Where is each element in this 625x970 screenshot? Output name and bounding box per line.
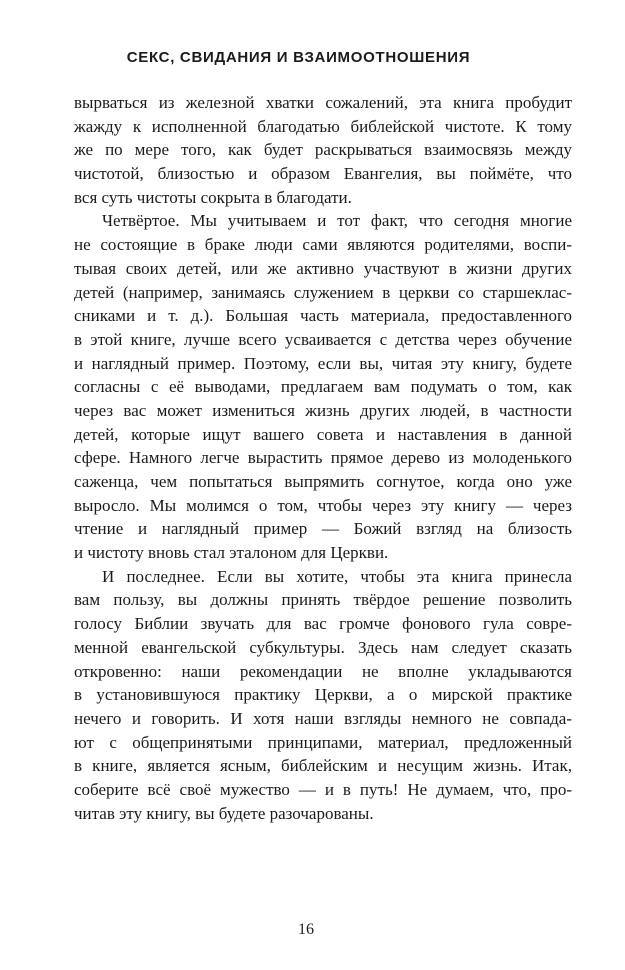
text-line: в установившуюся практику Церкви, а о мирской практике [74, 685, 572, 705]
text-line: И последнее. Если вы хотите, чтобы эта книга принесла [102, 566, 572, 586]
text-line: через вас может измениться жизнь других людей, в частности [74, 400, 572, 420]
running-header: СЕКС, СВИДАНИЯ И ВЗАИМООТНОШЕНИЯ [126, 49, 471, 66]
text-line: соберите всё своё мужество — и в путь! Не думаем, что, про- [74, 779, 572, 799]
text-line: вся суть чистоты сокрыта в благодати. [74, 187, 352, 207]
text-line: чтение и наглядный пример — Божий взгляд на близость [74, 519, 572, 539]
text-line: выросло. Мы молимся о том, чтобы через эту книгу — через [74, 495, 572, 515]
text-line: читав эту книгу, вы будете разочарованы. [74, 803, 374, 823]
text-line: голосу Библии звучать для вас громче фонового гула совре- [74, 614, 572, 634]
paragraph-last [74, 565, 572, 826]
text-line: тывая своих детей, или же активно участвуют в жизни других [74, 258, 572, 278]
paragraph-fourth [74, 209, 572, 564]
text-line: в этой книге, лучше всего усваивается с детства через обучение [74, 329, 572, 349]
text-line: вам пользу, вы должны принять твёрдое решение позволить [74, 590, 572, 610]
text-line: детей, которые ищут вашего совета и наставления в данной [74, 424, 572, 444]
page-number: 16 [298, 921, 314, 938]
text-line: ют с общепринятыми принципами, материал, предложенный [74, 732, 572, 752]
text-line: не состоящие в браке люди сами являются родителями, воспи- [74, 235, 572, 255]
text-line: нечего и говорить. И хотя наши взгляды немного не совпада- [74, 708, 572, 728]
text-line: сфере. Намного легче вырастить прямое дерево из молоденького [74, 448, 572, 468]
text-line: и чистоту вновь стал эталоном для Церкви. [74, 543, 389, 563]
text-line: откровенно: наши рекомендации не вполне укладываются [74, 661, 572, 681]
text-line: в книге, является ясным, библейским и несущим жизнь. Итак, [74, 756, 572, 776]
text-line: менной евангельской субкультуры. Здесь нам следует сказать [74, 637, 572, 657]
text-line: детей (например, занимаясь служением в церкви со старшеклас- [74, 282, 572, 302]
text-line: Четвёртое. Мы учитываем и тот факт, что сегодня многие [102, 211, 572, 231]
text-line: и наглядный пример. Поэтому, если вы, читая эту книгу, будете [74, 353, 572, 373]
text-line: сниками и т. д.). Большая часть материала, предоставленного [74, 306, 572, 326]
text-line: саженца, чем попытаться выпрямить согнутое, когда оно уже [74, 472, 572, 491]
text-line: вырваться из железной хватки сожалений, эта книга пробудит [74, 93, 572, 112]
text-line: же по мере того, как будет раскрываться взаимосвязь между [74, 140, 572, 160]
text-line: чистотой, близостью и образом Евангелия, вы поймёте, что [74, 164, 572, 184]
text-line: жажду к исполненной благодатью библейской чистоте. К тому [74, 116, 572, 136]
text-line: согласны с её выводами, предлагаем вам подумать о том, как [74, 377, 572, 397]
paragraph-continuation [74, 91, 572, 209]
body-text [74, 91, 572, 825]
